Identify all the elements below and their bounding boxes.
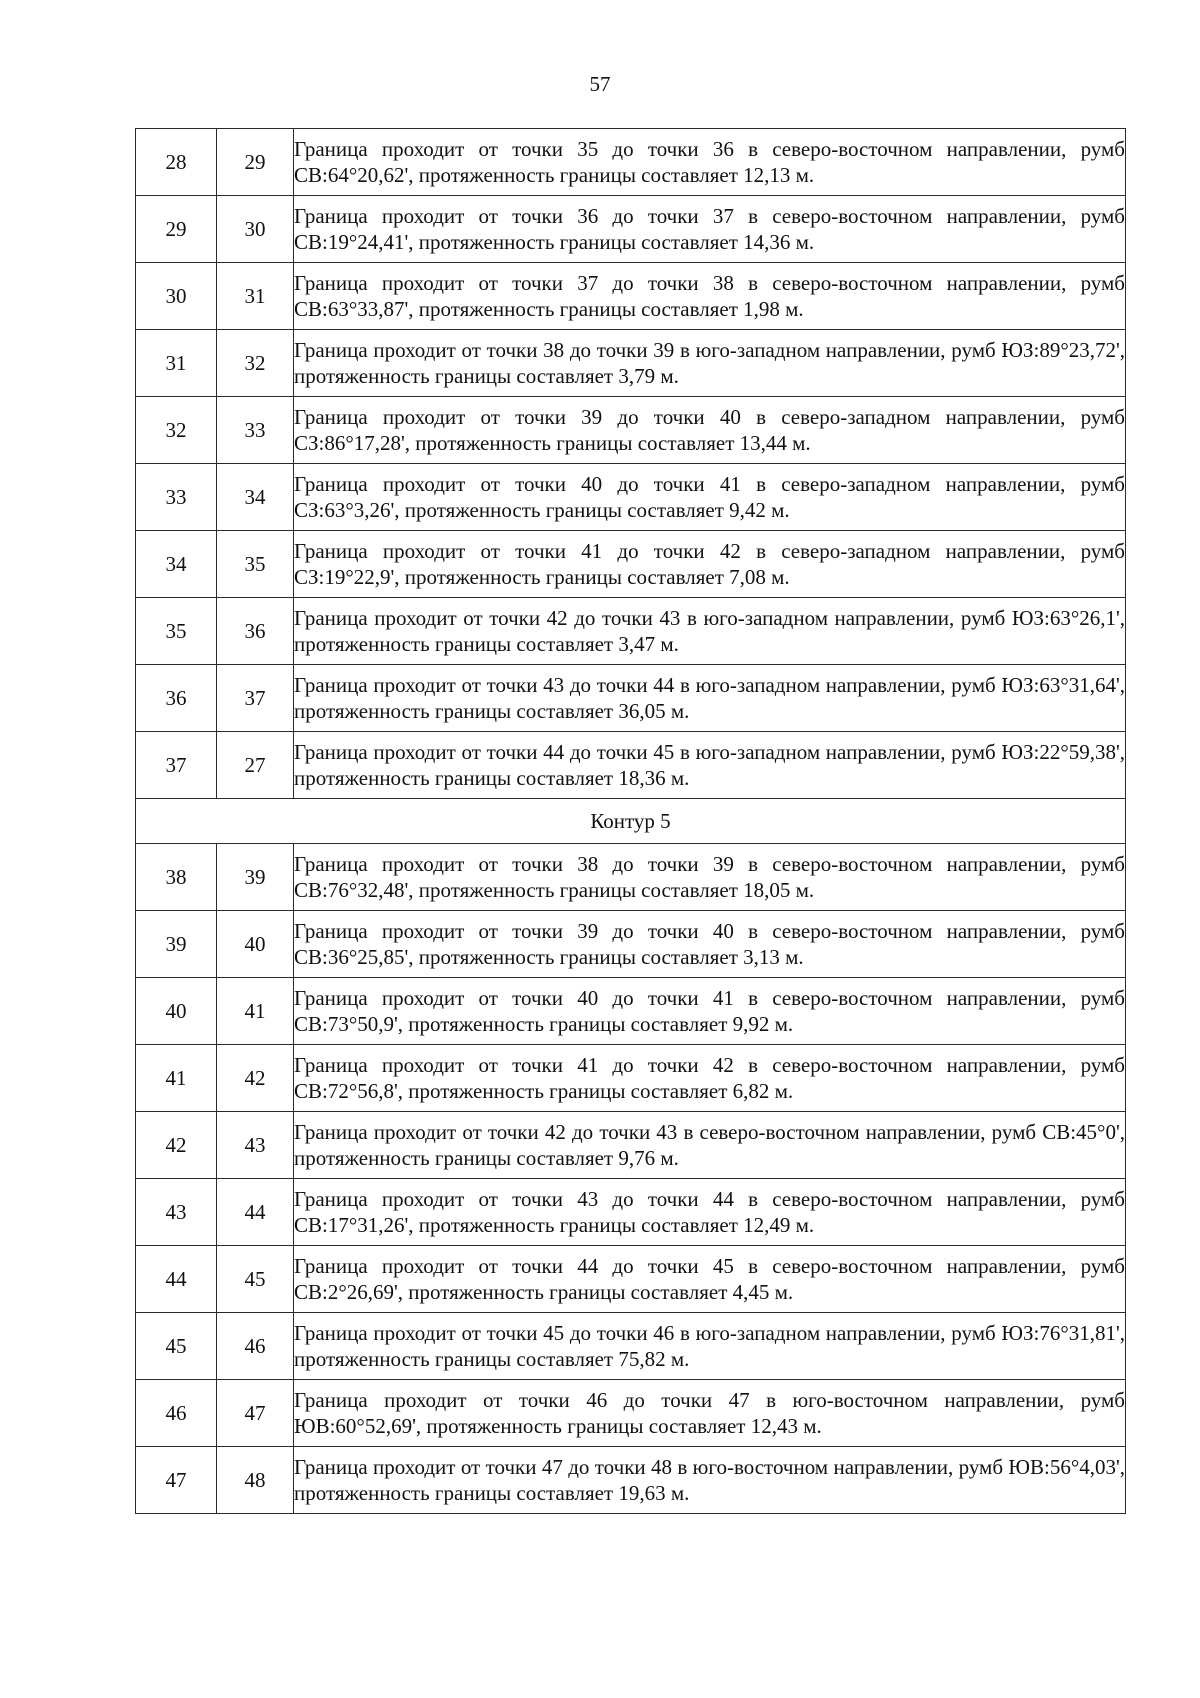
table-row	[136, 196, 1126, 263]
table-row	[136, 1447, 1126, 1514]
boundary-description-cell: Граница проходит от точки 41 до точки 42 в северо-восточном направлении, румб СВ:72°56,8', протяженность границы составляет 6,82 м.	[294, 1045, 1126, 1112]
point-from-cell: 37	[136, 732, 217, 799]
point-from-cell: 41	[136, 1045, 217, 1112]
point-from-cell: 45	[136, 1313, 217, 1380]
point-from-cell: 46	[136, 1380, 217, 1447]
boundary-description-cell: Граница проходит от точки 45 до точки 46 в юго-западном направлении, румб ЮЗ:76°31,81', протяженность границы составляет 75,82 м.	[294, 1313, 1126, 1380]
point-from-cell: 40	[136, 978, 217, 1045]
point-from-cell: 42	[136, 1112, 217, 1179]
point-from-cell: 44	[136, 1246, 217, 1313]
boundary-description-cell: Граница проходит от точки 40 до точки 41 в северо-восточном направлении, румб СВ:73°50,9', протяженность границы составляет 9,92 м.	[294, 978, 1126, 1045]
table-row	[136, 598, 1126, 665]
point-to-cell: 35	[217, 531, 294, 598]
point-from-cell: 33	[136, 464, 217, 531]
point-from-cell: 28	[136, 129, 217, 196]
boundary-description-cell: Граница проходит от точки 47 до точки 48 в юго-восточном направлении, румб ЮВ:56°4,03', протяженность границы составляет 19,63 м.	[294, 1447, 1126, 1514]
point-to-cell: 46	[217, 1313, 294, 1380]
table-row	[136, 732, 1126, 799]
table-row	[136, 911, 1126, 978]
point-to-cell: 34	[217, 464, 294, 531]
point-to-cell: 40	[217, 911, 294, 978]
point-from-cell: 43	[136, 1179, 217, 1246]
point-to-cell: 45	[217, 1246, 294, 1313]
boundary-description-cell: Граница проходит от точки 46 до точки 47 в юго-восточном направлении, румб ЮВ:60°52,69', протяженность границы составляет 12,43 м.	[294, 1380, 1126, 1447]
point-to-cell: 42	[217, 1045, 294, 1112]
boundary-description-cell: Граница проходит от точки 38 до точки 39 в северо-восточном направлении, румб СВ:76°32,48', протяженность границы составляет 18,05 м.	[294, 844, 1126, 911]
point-to-cell: 37	[217, 665, 294, 732]
boundary-description-cell: Граница проходит от точки 40 до точки 41 в северо-западном направлении, румб СЗ:63°3,26', протяженность границы составляет 9,42 м.	[294, 464, 1126, 531]
table-row	[136, 129, 1126, 196]
table-row	[136, 1380, 1126, 1447]
point-from-cell: 32	[136, 397, 217, 464]
point-to-cell: 39	[217, 844, 294, 911]
table-row	[136, 1246, 1126, 1313]
point-to-cell: 36	[217, 598, 294, 665]
point-from-cell: 47	[136, 1447, 217, 1514]
point-to-cell: 48	[217, 1447, 294, 1514]
table-row	[136, 263, 1126, 330]
table-row	[136, 1112, 1126, 1179]
point-to-cell: 43	[217, 1112, 294, 1179]
table-row	[136, 1045, 1126, 1112]
point-from-cell: 34	[136, 531, 217, 598]
point-from-cell: 39	[136, 911, 217, 978]
boundary-description-cell: Граница проходит от точки 37 до точки 38 в северо-восточном направлении, румб СВ:63°33,87', протяженность границы составляет 1,98 м.	[294, 263, 1126, 330]
boundary-description-cell: Граница проходит от точки 42 до точки 43 в юго-западном направлении, румб ЮЗ:63°26,1', протяженность границы составляет 3,47 м.	[294, 598, 1126, 665]
point-to-cell: 33	[217, 397, 294, 464]
point-from-cell: 38	[136, 844, 217, 911]
point-from-cell: 35	[136, 598, 217, 665]
section-header-row	[136, 799, 1126, 844]
point-from-cell: 29	[136, 196, 217, 263]
boundary-description-cell: Граница проходит от точки 43 до точки 44 в юго-западном направлении, румб ЮЗ:63°31,64', протяженность границы составляет 36,05 м.	[294, 665, 1126, 732]
point-to-cell: 47	[217, 1380, 294, 1447]
table-row	[136, 665, 1126, 732]
table-row	[136, 330, 1126, 397]
table-row	[136, 1179, 1126, 1246]
boundary-description-cell: Граница проходит от точки 41 до точки 42 в северо-западном направлении, румб СЗ:19°22,9', протяженность границы составляет 7,08 м.	[294, 531, 1126, 598]
table-body	[136, 129, 1126, 1514]
point-to-cell: 41	[217, 978, 294, 1045]
boundary-description-cell: Граница проходит от точки 44 до точки 45 в северо-восточном направлении, румб СВ:2°26,69', протяженность границы составляет 4,45 м.	[294, 1246, 1126, 1313]
table-row	[136, 844, 1126, 911]
boundary-table	[135, 128, 1126, 1514]
point-to-cell: 31	[217, 263, 294, 330]
boundary-description-cell: Граница проходит от точки 42 до точки 43 в северо-восточном направлении, румб СВ:45°0', протяженность границы составляет 9,76 м.	[294, 1112, 1126, 1179]
boundary-description-cell: Граница проходит от точки 39 до точки 40 в северо-восточном направлении, румб СВ:36°25,85', протяженность границы составляет 3,13 м.	[294, 911, 1126, 978]
point-from-cell: 31	[136, 330, 217, 397]
point-from-cell: 30	[136, 263, 217, 330]
point-to-cell: 44	[217, 1179, 294, 1246]
page-number: 57	[589, 72, 611, 96]
boundary-description-cell: Граница проходит от точки 35 до точки 36 в северо-восточном направлении, румб СВ:64°20,62', протяженность границы составляет 12,13 м.	[294, 129, 1126, 196]
boundary-description-cell: Граница проходит от точки 39 до точки 40 в северо-западном направлении, румб СЗ:86°17,28', протяженность границы составляет 13,44 м.	[294, 397, 1126, 464]
point-to-cell: 32	[217, 330, 294, 397]
boundary-description-cell: Граница проходит от точки 43 до точки 44 в северо-восточном направлении, румб СВ:17°31,26', протяженность границы составляет 12,49 м.	[294, 1179, 1126, 1246]
contour-title: Контур 5	[136, 799, 1126, 844]
table-row	[136, 978, 1126, 1045]
table-row	[136, 464, 1126, 531]
point-to-cell: 30	[217, 196, 294, 263]
table-row	[136, 531, 1126, 598]
boundary-description-cell: Граница проходит от точки 44 до точки 45 в юго-западном направлении, румб ЮЗ:22°59,38', протяженность границы составляет 18,36 м.	[294, 732, 1126, 799]
boundary-description-cell: Граница проходит от точки 36 до точки 37 в северо-восточном направлении, румб СВ:19°24,41', протяженность границы составляет 14,36 м.	[294, 196, 1126, 263]
boundary-description-cell: Граница проходит от точки 38 до точки 39 в юго-западном направлении, румб ЮЗ:89°23,72', протяженность границы составляет 3,79 м.	[294, 330, 1126, 397]
table-row	[136, 1313, 1126, 1380]
point-to-cell: 27	[217, 732, 294, 799]
point-to-cell: 29	[217, 129, 294, 196]
point-from-cell: 36	[136, 665, 217, 732]
table-row	[136, 397, 1126, 464]
